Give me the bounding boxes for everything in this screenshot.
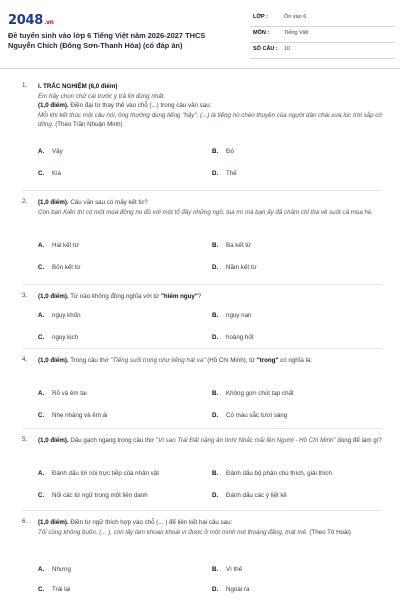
option-a[interactable] xyxy=(38,312,81,319)
meta-value: Tiếng Việt xyxy=(284,30,309,36)
option-c[interactable] xyxy=(38,412,107,419)
quote-text: Còn bạn Kiến thì có một mùa đông no đủ với một tổ đầy những ngô, lúa mì mà bạn ấy đã chăm chỉ tha về suốt cả mùa hè. xyxy=(38,208,374,216)
question-separator xyxy=(22,428,382,429)
exam-meta-table xyxy=(250,11,395,59)
option-text: Nối các từ ngữ trong một liên danh xyxy=(52,492,148,499)
option-text: Có màu sắc tươi sáng xyxy=(226,412,288,419)
option-a[interactable] xyxy=(38,390,87,397)
option-letter: D. xyxy=(212,264,219,271)
option-text: nguy nan xyxy=(226,312,252,319)
option-letter: C. xyxy=(38,170,45,177)
question-number: 4. xyxy=(22,356,28,363)
question-separator xyxy=(22,510,382,511)
option-a[interactable] xyxy=(38,470,159,477)
option-letter: D. xyxy=(212,334,219,341)
meta-value: 10 xyxy=(284,46,291,52)
question-separator xyxy=(22,190,382,191)
question-separator xyxy=(22,348,382,349)
option-letter: C. xyxy=(38,492,45,499)
option-b[interactable] xyxy=(212,390,294,397)
option-letter: C. xyxy=(38,412,45,419)
question-text: Trong câu thơ xyxy=(68,357,111,364)
question-text: Dấu gạch ngang trong câu thơ xyxy=(68,437,156,444)
option-text: Đánh dấu lời nói trực tiếp của nhân vật xyxy=(52,470,159,477)
meta-row-subject xyxy=(250,27,395,43)
option-letter: A. xyxy=(38,566,45,573)
option-letter: C. xyxy=(38,586,45,593)
quote-inline: "Tiếng suối trong như tiếng hát xa" xyxy=(110,357,206,364)
logo-text: 2048 xyxy=(8,13,43,28)
option-letter: C. xyxy=(38,334,45,341)
question-keyword: "hiểm nguy" xyxy=(161,293,198,300)
option-text: Ngoài ra xyxy=(226,586,250,593)
question-number: 1. xyxy=(22,82,28,89)
question-body xyxy=(38,198,386,217)
question-tail: có nghĩa là: xyxy=(278,357,313,364)
option-c[interactable] xyxy=(38,586,70,593)
option-b[interactable] xyxy=(212,148,234,155)
option-a[interactable] xyxy=(38,242,79,249)
question-body xyxy=(38,82,386,130)
option-letter: D. xyxy=(212,170,219,177)
quote-source: (Theo Trần Nhuận Minh) xyxy=(53,121,123,128)
question-tail: dùng để làm gì? xyxy=(335,437,382,444)
option-text: Nhưng xyxy=(52,566,71,573)
option-text: Đánh dấu bộ phận chú thích, giải thích xyxy=(226,470,332,477)
option-text: Kia xyxy=(52,170,61,177)
option-text: Đó xyxy=(226,148,234,155)
quote-source: (Theo Tô Hoài) xyxy=(307,528,351,536)
option-text: Thế xyxy=(226,170,237,177)
option-d[interactable] xyxy=(212,586,249,593)
quote-text: Mỗi khi kết thúc một câu nói, ông thường dùng tiếng "hây". (...) là tiếng hò chèo thuyền của người dân chài xưa lúc trời sắp có dông. xyxy=(38,111,382,128)
question-separator xyxy=(22,284,382,285)
option-d[interactable] xyxy=(212,412,287,419)
meta-value: Ôn vào 6 xyxy=(284,14,307,20)
quote-inline: "Vì sao Trái Đất nặng ân tình/ Nhắc mãi tên Người - Hồ Chí Minh" xyxy=(155,437,336,444)
quote-text: Tôi cũng không buồn. (... ), còn lấy làm khoan khoái vì được ở một mình nơi thoáng đãng, mát mẻ. xyxy=(38,528,308,536)
logo-suffix: .vn xyxy=(43,19,54,26)
option-letter: A. xyxy=(38,470,45,477)
option-letter: D. xyxy=(212,586,219,593)
meta-key: LỚP : xyxy=(253,14,268,20)
option-d[interactable] xyxy=(212,492,287,499)
exam-title-line-1: Đề tuyển sinh vào lớp 6 Tiếng Việt năm 2026-2027 THCS xyxy=(8,31,206,40)
option-a[interactable] xyxy=(38,566,71,573)
question-number: 2. xyxy=(22,198,28,205)
question-number: 3. xyxy=(22,292,28,299)
option-letter: D. xyxy=(212,492,219,499)
option-b[interactable] xyxy=(212,312,251,319)
option-letter: B. xyxy=(212,390,219,397)
exam-title-line-2: Nguyễn Chích (Đông Sơn-Thanh Hóa) (có đáp án) xyxy=(8,41,183,50)
question-body xyxy=(38,356,386,366)
site-logo[interactable] xyxy=(8,13,54,28)
question-body xyxy=(38,518,386,537)
option-text: Không gợn chút tạp chất xyxy=(226,390,294,397)
option-b[interactable] xyxy=(212,242,251,249)
option-letter: A. xyxy=(38,242,45,249)
option-c[interactable] xyxy=(38,334,78,341)
option-d[interactable] xyxy=(212,170,237,177)
points-label: (1,0 điểm). xyxy=(38,102,69,109)
option-d[interactable] xyxy=(212,334,254,341)
question-text: Từ nào không đồng nghĩa với từ xyxy=(68,293,161,300)
option-text: Trái lại xyxy=(52,586,71,593)
option-a[interactable] xyxy=(38,148,63,155)
option-text: Rõ và êm tai xyxy=(52,390,87,397)
option-letter: B. xyxy=(212,470,219,477)
option-text: Bốn kết từ xyxy=(52,264,81,271)
meta-key: MÔN : xyxy=(253,30,270,36)
option-text: Nhẹ nhàng và êm ái xyxy=(52,412,108,419)
option-text: Vậy xyxy=(52,148,63,155)
option-b[interactable] xyxy=(212,566,242,573)
question-body xyxy=(38,436,386,446)
meta-row-count xyxy=(250,43,395,59)
option-text: Ba kết từ xyxy=(226,242,252,249)
option-text: Đánh dấu các ý liệt kê xyxy=(226,492,287,499)
points-label: (1,0 điểm). xyxy=(38,437,69,444)
option-text: nguy khốn xyxy=(52,312,81,319)
option-c[interactable] xyxy=(38,170,61,177)
meta-row-class xyxy=(250,11,395,27)
option-letter: B. xyxy=(212,242,219,249)
instruction: Em hãy chọn chữ cái trước ý trả lời đúng nhất. xyxy=(38,92,166,100)
points-label: (1,0 điểm). xyxy=(38,519,69,526)
option-letter: B. xyxy=(212,566,219,573)
points-label: (1,0 điểm). xyxy=(38,357,69,364)
option-text: nguy kịch xyxy=(52,334,79,341)
question-number: 6. xyxy=(22,518,28,525)
option-letter: A. xyxy=(38,390,45,397)
option-text: Năm kết từ xyxy=(226,264,257,271)
option-d[interactable] xyxy=(212,264,257,271)
section-heading: I. TRẮC NGHIỆM (6,0 điểm) xyxy=(38,83,118,90)
option-c[interactable] xyxy=(38,264,81,271)
question-tail: ? xyxy=(197,293,202,300)
option-c[interactable] xyxy=(38,492,148,499)
option-b[interactable] xyxy=(212,470,332,477)
option-text: hoảng hốt xyxy=(226,334,254,341)
question-body xyxy=(38,292,386,302)
question-text: Điền từ ngữ thích hợp vào chỗ (... ) để liên kết hai câu sau: xyxy=(68,519,233,526)
question-text: Câu văn sau có mấy kết từ? xyxy=(68,199,148,206)
exam-title xyxy=(8,31,243,51)
option-letter: D. xyxy=(212,412,219,419)
option-letter: C. xyxy=(38,264,45,271)
option-letter: A. xyxy=(38,312,45,319)
exam-header xyxy=(0,0,400,60)
header-divider xyxy=(0,68,400,69)
question-mid: (Hồ Chí Minh), từ xyxy=(205,357,257,364)
option-letter: B. xyxy=(212,312,219,319)
option-letter: A. xyxy=(38,148,45,155)
question-number: 5. xyxy=(22,436,28,443)
option-letter: B. xyxy=(212,148,219,155)
question-keyword: "trong" xyxy=(256,357,279,364)
points-label: (1,0 điểm). xyxy=(38,199,69,206)
meta-key: SỐ CÂU : xyxy=(253,46,278,52)
question-text: Điền đại từ thay thế vào chỗ (...) trong câu văn sau: xyxy=(68,102,212,109)
option-text: Vì thế xyxy=(226,566,243,573)
option-text: Hai kết từ xyxy=(52,242,79,249)
points-label: (1,0 điểm). xyxy=(38,293,69,300)
